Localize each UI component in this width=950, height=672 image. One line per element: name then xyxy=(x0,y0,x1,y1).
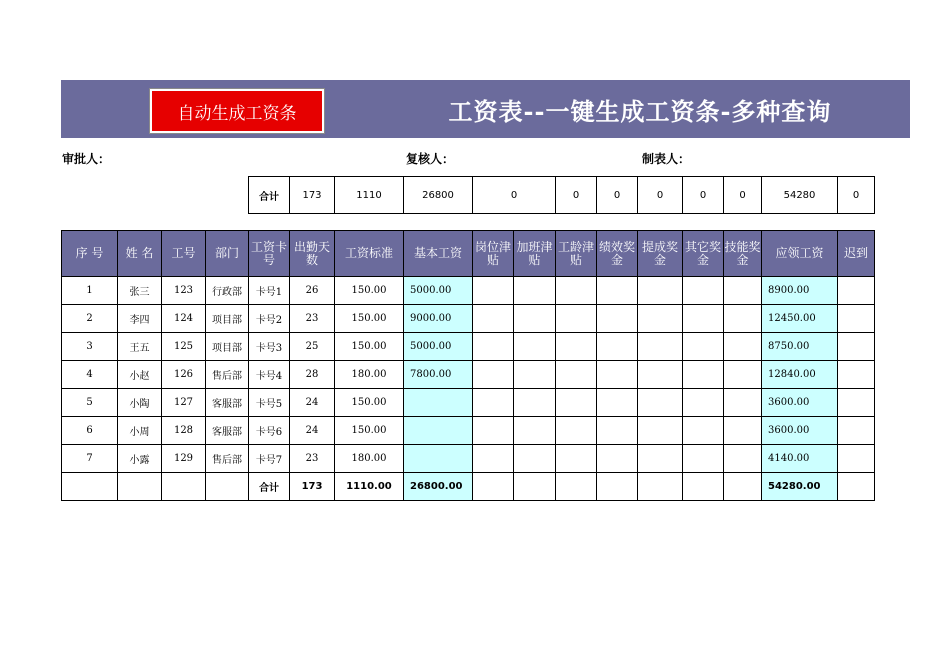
summary-cell: 173 xyxy=(290,177,335,214)
table-cell[interactable]: 2 xyxy=(62,305,118,333)
column-header: 应领工资 xyxy=(762,231,838,277)
table-cell[interactable] xyxy=(473,473,514,501)
table-cell[interactable] xyxy=(638,445,683,473)
table-cell[interactable]: 26800.00 xyxy=(404,473,473,501)
table-cell[interactable] xyxy=(724,361,762,389)
table-cell[interactable]: 5000.00 xyxy=(404,333,473,361)
table-cell[interactable]: 1110.00 xyxy=(335,473,404,501)
table-cell[interactable]: 3 xyxy=(62,333,118,361)
table-cell[interactable]: 128 xyxy=(162,417,206,445)
reviewer-label: 复核人： xyxy=(406,152,455,166)
summary-cell: 26800 xyxy=(404,177,473,214)
table-cell[interactable]: 项目部 xyxy=(206,305,249,333)
table-cell[interactable] xyxy=(838,389,875,417)
table-cell[interactable]: 23 xyxy=(290,305,335,333)
column-header: 工号 xyxy=(162,231,206,277)
table-cell[interactable]: 售后部 xyxy=(206,361,249,389)
table-cell[interactable]: 150.00 xyxy=(335,277,404,305)
table-cell[interactable] xyxy=(838,417,875,445)
table-cell[interactable]: 卡号4 xyxy=(249,361,290,389)
table-row xyxy=(62,305,875,333)
column-header: 工资卡号 xyxy=(249,231,290,277)
summary-cell: 0 xyxy=(838,177,875,214)
table-cell[interactable]: 6 xyxy=(62,417,118,445)
table-cell[interactable]: 150.00 xyxy=(335,333,404,361)
table-cell[interactable] xyxy=(838,445,875,473)
table-cell[interactable]: 合计 xyxy=(249,473,290,501)
table-cell[interactable] xyxy=(556,473,597,501)
column-header: 工龄津贴 xyxy=(556,231,597,277)
table-cell[interactable]: 张三 xyxy=(118,277,162,305)
table-cell[interactable] xyxy=(514,305,556,333)
table-row xyxy=(62,277,875,305)
table-cell[interactable]: 23 xyxy=(290,445,335,473)
table-cell[interactable] xyxy=(638,333,683,361)
column-header: 迟到 xyxy=(838,231,875,277)
table-cell[interactable]: 卡号7 xyxy=(249,445,290,473)
table-cell[interactable]: 150.00 xyxy=(335,389,404,417)
table-cell[interactable]: 24 xyxy=(290,389,335,417)
table-cell[interactable]: 7 xyxy=(62,445,118,473)
table-cell[interactable]: 8750.00 xyxy=(762,333,838,361)
table-cell[interactable] xyxy=(514,389,556,417)
table-cell[interactable]: 5000.00 xyxy=(404,277,473,305)
table-cell[interactable] xyxy=(473,389,514,417)
table-cell[interactable]: 卡号1 xyxy=(249,277,290,305)
table-cell[interactable] xyxy=(556,445,597,473)
table-cell[interactable] xyxy=(556,361,597,389)
summary-cell: 0 xyxy=(724,177,762,214)
column-header: 其它奖金 xyxy=(683,231,724,277)
table-cell[interactable] xyxy=(724,389,762,417)
table-cell[interactable]: 3600.00 xyxy=(762,417,838,445)
table-body xyxy=(62,277,875,501)
table-cell[interactable]: 李四 xyxy=(118,305,162,333)
column-header: 部门 xyxy=(206,231,249,277)
summary-cell: 0 xyxy=(638,177,683,214)
table-row xyxy=(62,361,875,389)
table-cell[interactable] xyxy=(556,305,597,333)
table-cell[interactable] xyxy=(683,305,724,333)
table-cell[interactable] xyxy=(724,473,762,501)
table-cell[interactable]: 卡号3 xyxy=(249,333,290,361)
table-cell[interactable] xyxy=(118,473,162,501)
table-cell[interactable] xyxy=(514,361,556,389)
table-cell[interactable]: 28 xyxy=(290,361,335,389)
table-cell[interactable]: 123 xyxy=(162,277,206,305)
summary-cell: 合计 xyxy=(249,177,290,214)
table-cell[interactable] xyxy=(838,361,875,389)
table-cell[interactable]: 126 xyxy=(162,361,206,389)
table-cell[interactable]: 小赵 xyxy=(118,361,162,389)
summary-table xyxy=(248,176,875,214)
table-cell[interactable]: 24 xyxy=(290,417,335,445)
table-cell[interactable] xyxy=(683,473,724,501)
table-cell[interactable]: 卡号6 xyxy=(249,417,290,445)
table-cell[interactable] xyxy=(638,305,683,333)
table-cell[interactable] xyxy=(638,277,683,305)
preparer-label: 制表人： xyxy=(642,152,691,166)
table-cell[interactable]: 3600.00 xyxy=(762,389,838,417)
table-cell[interactable]: 4 xyxy=(62,361,118,389)
table-cell[interactable] xyxy=(683,333,724,361)
table-cell[interactable]: 项目部 xyxy=(206,333,249,361)
table-cell[interactable]: 行政部 xyxy=(206,277,249,305)
table-cell[interactable] xyxy=(514,277,556,305)
table-cell[interactable] xyxy=(597,473,638,501)
table-cell[interactable] xyxy=(638,361,683,389)
table-cell[interactable] xyxy=(724,445,762,473)
table-cell[interactable] xyxy=(473,305,514,333)
table-cell[interactable] xyxy=(683,417,724,445)
summary-cell: 0 xyxy=(556,177,597,214)
table-cell[interactable] xyxy=(404,389,473,417)
table-cell[interactable]: 129 xyxy=(162,445,206,473)
table-cell[interactable] xyxy=(838,305,875,333)
table-cell[interactable]: 8900.00 xyxy=(762,277,838,305)
table-cell[interactable] xyxy=(683,445,724,473)
table-cell[interactable] xyxy=(473,417,514,445)
table-cell[interactable] xyxy=(638,389,683,417)
table-cell[interactable]: 售后部 xyxy=(206,445,249,473)
table-cell[interactable]: 180.00 xyxy=(335,361,404,389)
table-cell[interactable] xyxy=(638,417,683,445)
column-header: 姓 名 xyxy=(118,231,162,277)
table-cell[interactable] xyxy=(62,473,118,501)
table-cell[interactable]: 124 xyxy=(162,305,206,333)
table-cell[interactable] xyxy=(683,389,724,417)
table-cell[interactable]: 12450.00 xyxy=(762,305,838,333)
generate-payslip-button[interactable]: 自动生成工资条 xyxy=(150,89,324,133)
table-cell[interactable] xyxy=(473,361,514,389)
table-cell[interactable]: 54280.00 xyxy=(762,473,838,501)
table-cell[interactable]: 客服部 xyxy=(206,389,249,417)
table-cell[interactable]: 小陶 xyxy=(118,389,162,417)
table-cell[interactable]: 王五 xyxy=(118,333,162,361)
table-cell[interactable]: 150.00 xyxy=(335,305,404,333)
summary-cell: 1110 xyxy=(335,177,404,214)
table-cell[interactable] xyxy=(597,305,638,333)
table-cell[interactable] xyxy=(638,473,683,501)
column-header: 基本工资 xyxy=(404,231,473,277)
table-row xyxy=(62,389,875,417)
table-cell[interactable] xyxy=(556,333,597,361)
column-header: 岗位津贴 xyxy=(473,231,514,277)
column-header: 出勤天数 xyxy=(290,231,335,277)
table-cell[interactable] xyxy=(838,277,875,305)
table-cell[interactable] xyxy=(597,333,638,361)
table-cell[interactable] xyxy=(597,277,638,305)
table-cell[interactable]: 小露 xyxy=(118,445,162,473)
column-header: 提成奖金 xyxy=(638,231,683,277)
table-header-row xyxy=(62,231,875,277)
table-cell[interactable] xyxy=(683,277,724,305)
table-cell[interactable]: 150.00 xyxy=(335,417,404,445)
table-cell[interactable] xyxy=(597,361,638,389)
table-cell[interactable]: 180.00 xyxy=(335,445,404,473)
column-header: 加班津贴 xyxy=(514,231,556,277)
table-cell[interactable] xyxy=(206,473,249,501)
table-cell[interactable]: 卡号2 xyxy=(249,305,290,333)
table-cell[interactable] xyxy=(838,473,875,501)
table-cell[interactable]: 26 xyxy=(290,277,335,305)
page-title: 工资表--一键生成工资条-多种查询 xyxy=(448,96,832,126)
table-cell[interactable] xyxy=(724,277,762,305)
table-cell[interactable]: 小周 xyxy=(118,417,162,445)
table-cell[interactable] xyxy=(597,417,638,445)
table-cell[interactable]: 1 xyxy=(62,277,118,305)
table-cell[interactable] xyxy=(597,389,638,417)
table-cell[interactable]: 127 xyxy=(162,389,206,417)
table-cell[interactable] xyxy=(838,333,875,361)
summary-cell: 0 xyxy=(683,177,724,214)
table-cell[interactable]: 12840.00 xyxy=(762,361,838,389)
table-cell[interactable] xyxy=(473,333,514,361)
column-header: 技能奖金 xyxy=(724,231,762,277)
table-cell[interactable] xyxy=(404,445,473,473)
table-cell[interactable] xyxy=(473,445,514,473)
table-cell[interactable] xyxy=(724,305,762,333)
table-cell[interactable]: 客服部 xyxy=(206,417,249,445)
table-cell[interactable] xyxy=(473,277,514,305)
table-cell[interactable]: 9000.00 xyxy=(404,305,473,333)
total-row xyxy=(62,473,875,501)
table-cell[interactable]: 4140.00 xyxy=(762,445,838,473)
summary-cell: 54280 xyxy=(762,177,838,214)
column-header: 绩效奖金 xyxy=(597,231,638,277)
table-cell[interactable]: 173 xyxy=(290,473,335,501)
table-cell[interactable] xyxy=(597,445,638,473)
approver-label: 审批人： xyxy=(62,152,111,166)
table-cell[interactable]: 7800.00 xyxy=(404,361,473,389)
table-cell[interactable]: 卡号5 xyxy=(249,389,290,417)
table-cell[interactable] xyxy=(514,473,556,501)
table-cell[interactable] xyxy=(724,333,762,361)
column-header: 工资标准 xyxy=(335,231,404,277)
table-cell[interactable] xyxy=(514,333,556,361)
table-cell[interactable] xyxy=(514,445,556,473)
table-cell[interactable] xyxy=(556,417,597,445)
summary-cell: 0 xyxy=(473,177,556,214)
table-cell[interactable]: 25 xyxy=(290,333,335,361)
table-cell[interactable] xyxy=(162,473,206,501)
table-row xyxy=(62,445,875,473)
table-cell[interactable] xyxy=(724,417,762,445)
salary-table xyxy=(61,230,875,501)
summary-cell: 0 xyxy=(597,177,638,214)
table-cell[interactable]: 125 xyxy=(162,333,206,361)
table-row xyxy=(62,417,875,445)
table-cell[interactable]: 5 xyxy=(62,389,118,417)
table-cell[interactable] xyxy=(556,277,597,305)
table-cell[interactable] xyxy=(556,389,597,417)
summary-row xyxy=(249,177,875,214)
column-header: 序 号 xyxy=(62,231,118,277)
table-row xyxy=(62,333,875,361)
table-cell[interactable] xyxy=(683,361,724,389)
table-cell[interactable] xyxy=(404,417,473,445)
table-cell[interactable] xyxy=(514,417,556,445)
